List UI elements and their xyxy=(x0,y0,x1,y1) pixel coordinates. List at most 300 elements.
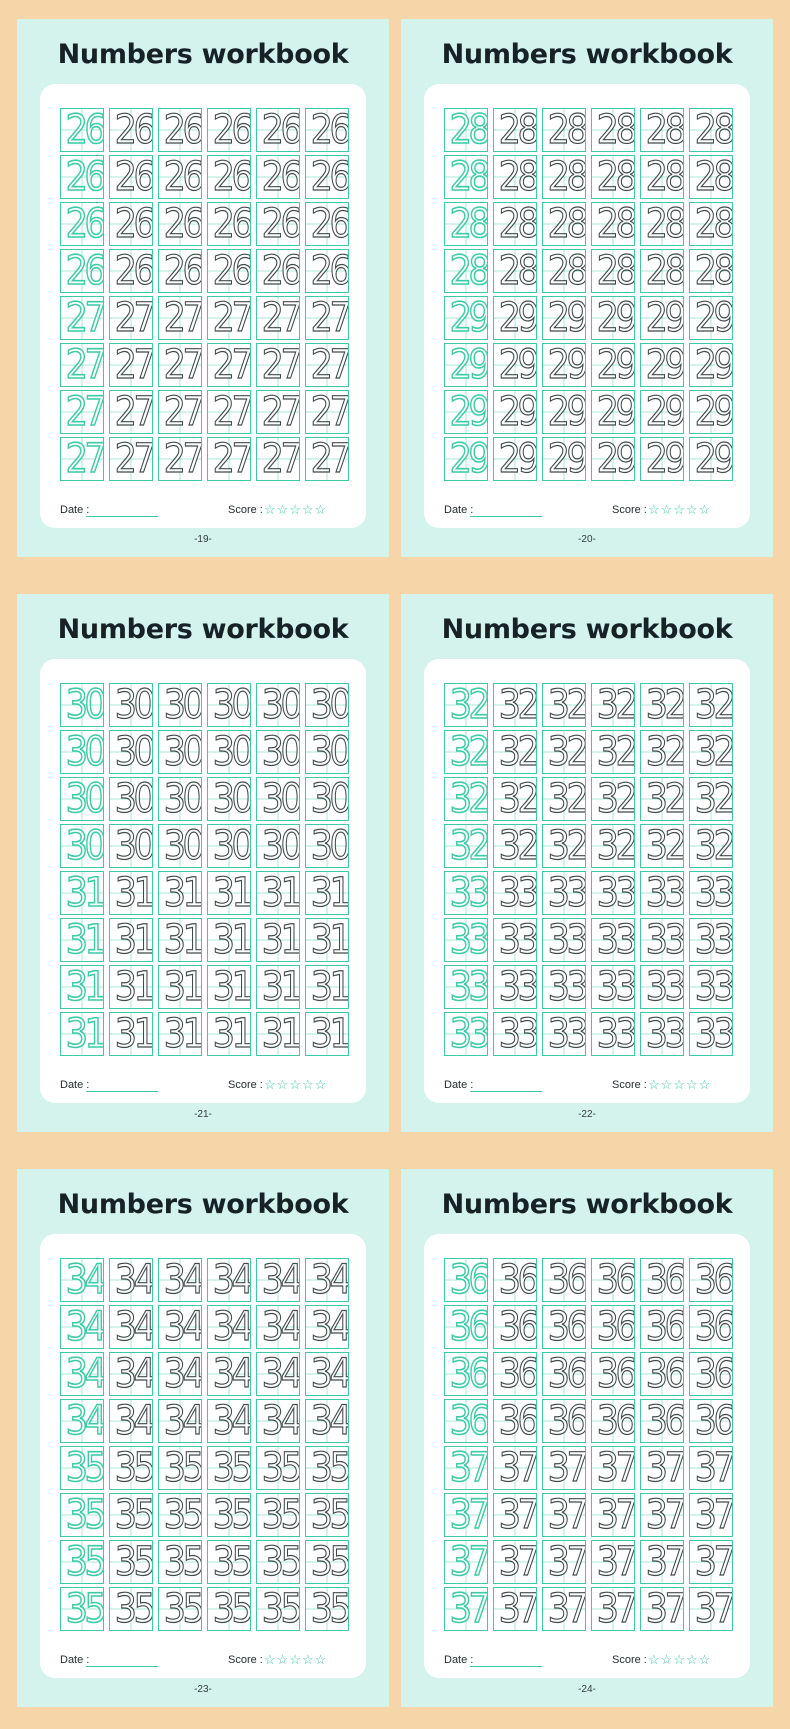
tracing-cell xyxy=(689,390,733,434)
trace-number: 34 xyxy=(212,1258,250,1302)
model-number-cell xyxy=(444,1352,488,1396)
trace-number: 35 xyxy=(163,1540,201,1584)
trace-number: 26 xyxy=(310,108,348,152)
trace-number: 31 xyxy=(114,965,152,1009)
trace-number: 36 xyxy=(645,1399,683,1443)
trace-number: 37 xyxy=(694,1587,732,1631)
tracing-cell xyxy=(109,683,153,727)
tracing-cell xyxy=(591,1352,635,1396)
tracing-cell xyxy=(689,1258,733,1302)
date-input-line xyxy=(86,1666,158,1667)
workbook-page xyxy=(401,594,773,1132)
trace-number: 37 xyxy=(694,1493,732,1537)
tracing-cell xyxy=(109,965,153,1009)
trace-number: 30 xyxy=(310,824,348,868)
trace-number: 34 xyxy=(114,1258,152,1302)
trace-number: 28 xyxy=(498,249,536,293)
trace-number: 33 xyxy=(547,1012,585,1056)
tracing-cell xyxy=(109,108,153,152)
trace-number: 27 xyxy=(261,296,299,340)
score-label: Score : xyxy=(228,1079,263,1091)
tracing-cell xyxy=(256,965,300,1009)
tracing-cell xyxy=(640,1012,684,1056)
workbook-page xyxy=(17,19,389,557)
tracing-cell xyxy=(542,965,586,1009)
tracing-cell xyxy=(109,730,153,774)
model-number: 31 xyxy=(65,1012,103,1056)
trace-number: 33 xyxy=(498,1012,536,1056)
date-input-line xyxy=(86,516,158,517)
trace-number: 32 xyxy=(694,824,732,868)
worksheet-card xyxy=(424,659,750,1103)
trace-number: 28 xyxy=(498,108,536,152)
date-label: Date : xyxy=(60,504,90,516)
trace-number: 30 xyxy=(310,683,348,727)
tracing-cell xyxy=(158,1587,202,1631)
tracing-cell xyxy=(109,1540,153,1584)
tracing-cell xyxy=(542,1587,586,1631)
tracing-cell xyxy=(305,249,349,293)
trace-number: 36 xyxy=(694,1352,732,1396)
trace-number: 28 xyxy=(547,202,585,246)
model-number: 29 xyxy=(449,343,487,387)
trace-number: 27 xyxy=(163,343,201,387)
tracing-cell xyxy=(256,824,300,868)
trace-number: 37 xyxy=(498,1540,536,1584)
tracing-cell xyxy=(542,1540,586,1584)
page-title: Numbers workbook xyxy=(57,1189,349,1220)
model-number: 33 xyxy=(449,918,487,962)
tracing-cell xyxy=(305,918,349,962)
tracing-cell xyxy=(542,249,586,293)
tracing-cell xyxy=(305,1446,349,1490)
score-stars-icon: ☆☆☆☆☆ xyxy=(648,1077,712,1092)
trace-number: 31 xyxy=(163,918,201,962)
worksheet-card xyxy=(40,659,366,1103)
trace-number: 34 xyxy=(163,1305,201,1349)
trace-number: 35 xyxy=(163,1493,201,1537)
model-number-cell xyxy=(60,777,104,821)
tracing-cell xyxy=(542,918,586,962)
tracing-cell xyxy=(158,390,202,434)
trace-number: 32 xyxy=(645,824,683,868)
tracing-cell xyxy=(109,1352,153,1396)
workbook-page xyxy=(17,1169,389,1707)
tracing-cell xyxy=(109,437,153,481)
trace-number: 27 xyxy=(310,437,348,481)
tracing-cell xyxy=(689,1587,733,1631)
tracing-cell xyxy=(542,1446,586,1490)
tracing-cell xyxy=(640,1399,684,1443)
trace-number: 32 xyxy=(547,824,585,868)
model-number: 32 xyxy=(449,824,487,868)
page-number: -21- xyxy=(194,1109,212,1120)
tracing-cell xyxy=(305,777,349,821)
tracing-cell xyxy=(256,777,300,821)
trace-number: 34 xyxy=(114,1305,152,1349)
worksheet-footer xyxy=(444,1079,730,1095)
model-number: 28 xyxy=(449,108,487,152)
model-number-cell xyxy=(60,343,104,387)
tracing-cell xyxy=(256,1540,300,1584)
tracing-cell xyxy=(493,155,537,199)
tracing-grid xyxy=(444,683,733,1056)
trace-number: 32 xyxy=(645,683,683,727)
model-number: 27 xyxy=(65,390,103,434)
worksheet-footer xyxy=(60,1079,346,1095)
trace-number: 32 xyxy=(547,683,585,727)
trace-number: 26 xyxy=(212,108,250,152)
tracing-cell xyxy=(305,390,349,434)
trace-number: 26 xyxy=(114,249,152,293)
trace-number: 26 xyxy=(163,155,201,199)
tracing-cell xyxy=(493,730,537,774)
trace-number: 33 xyxy=(645,918,683,962)
trace-number: 36 xyxy=(694,1399,732,1443)
model-number: 27 xyxy=(65,296,103,340)
model-number: 33 xyxy=(449,965,487,1009)
tracing-cell xyxy=(640,343,684,387)
trace-number: 28 xyxy=(694,202,732,246)
trace-number: 26 xyxy=(212,249,250,293)
tracing-cell xyxy=(493,777,537,821)
model-number: 35 xyxy=(65,1446,103,1490)
trace-number: 34 xyxy=(310,1399,348,1443)
tracing-cell xyxy=(640,249,684,293)
trace-number: 30 xyxy=(261,777,299,821)
trace-number: 34 xyxy=(261,1305,299,1349)
trace-number: 29 xyxy=(645,343,683,387)
trace-number: 34 xyxy=(163,1399,201,1443)
tracing-cell xyxy=(542,730,586,774)
date-input-line xyxy=(470,516,542,517)
tracing-cell xyxy=(689,1446,733,1490)
model-number: 28 xyxy=(449,249,487,293)
tracing-cell xyxy=(256,1587,300,1631)
trace-number: 32 xyxy=(596,777,634,821)
trace-number: 34 xyxy=(310,1305,348,1349)
trace-number: 33 xyxy=(596,871,634,915)
tracing-cell xyxy=(256,1258,300,1302)
trace-number: 33 xyxy=(694,1012,732,1056)
trace-number: 33 xyxy=(694,965,732,1009)
workbook-page xyxy=(401,19,773,557)
model-number-cell xyxy=(60,108,104,152)
tracing-cell xyxy=(109,296,153,340)
model-number-cell xyxy=(60,1446,104,1490)
trace-number: 30 xyxy=(114,683,152,727)
model-number: 36 xyxy=(449,1399,487,1443)
trace-number: 32 xyxy=(694,683,732,727)
tracing-cell xyxy=(591,1305,635,1349)
trace-number: 30 xyxy=(212,730,250,774)
tracing-cell xyxy=(207,1399,251,1443)
trace-number: 32 xyxy=(694,777,732,821)
model-number: 30 xyxy=(65,683,103,727)
tracing-cell xyxy=(256,296,300,340)
tracing-cell xyxy=(158,730,202,774)
trace-number: 26 xyxy=(310,155,348,199)
tracing-cell xyxy=(493,202,537,246)
tracing-cell xyxy=(591,1540,635,1584)
trace-number: 28 xyxy=(694,108,732,152)
model-number: 34 xyxy=(65,1352,103,1396)
model-number-cell xyxy=(444,249,488,293)
trace-number: 31 xyxy=(212,918,250,962)
page-title: Numbers workbook xyxy=(441,1189,733,1220)
trace-number: 37 xyxy=(645,1587,683,1631)
tracing-cell xyxy=(542,437,586,481)
tracing-cell xyxy=(256,730,300,774)
tracing-cell xyxy=(158,155,202,199)
trace-number: 35 xyxy=(261,1493,299,1537)
trace-number: 29 xyxy=(498,296,536,340)
trace-number: 32 xyxy=(694,730,732,774)
trace-number: 27 xyxy=(310,390,348,434)
model-number-cell xyxy=(444,1446,488,1490)
trace-number: 37 xyxy=(498,1587,536,1631)
tracing-cell xyxy=(542,871,586,915)
trace-number: 30 xyxy=(163,683,201,727)
trace-number: 36 xyxy=(694,1305,732,1349)
trace-number: 29 xyxy=(694,390,732,434)
trace-number: 31 xyxy=(310,1012,348,1056)
tracing-cell xyxy=(305,824,349,868)
tracing-cell xyxy=(207,155,251,199)
model-number-cell xyxy=(60,1012,104,1056)
tracing-cell xyxy=(256,1352,300,1396)
trace-number: 28 xyxy=(645,249,683,293)
trace-number: 35 xyxy=(114,1540,152,1584)
trace-number: 27 xyxy=(261,437,299,481)
model-number: 27 xyxy=(65,437,103,481)
trace-number: 34 xyxy=(163,1258,201,1302)
model-number: 27 xyxy=(65,343,103,387)
tracing-cell xyxy=(493,1399,537,1443)
model-number-cell xyxy=(444,824,488,868)
tracing-cell xyxy=(158,1352,202,1396)
tracing-cell xyxy=(256,918,300,962)
trace-number: 32 xyxy=(645,730,683,774)
score-label: Score : xyxy=(228,1654,263,1666)
tracing-cell xyxy=(305,1258,349,1302)
trace-number: 35 xyxy=(310,1446,348,1490)
tracing-cell xyxy=(207,1540,251,1584)
trace-number: 30 xyxy=(114,824,152,868)
tracing-cell xyxy=(109,1493,153,1537)
tracing-cell xyxy=(109,871,153,915)
tracing-cell xyxy=(256,249,300,293)
tracing-cell xyxy=(158,1399,202,1443)
tracing-cell xyxy=(493,1540,537,1584)
trace-number: 27 xyxy=(261,390,299,434)
trace-number: 31 xyxy=(310,871,348,915)
tracing-cell xyxy=(689,1305,733,1349)
trace-number: 34 xyxy=(261,1258,299,1302)
trace-number: 35 xyxy=(310,1587,348,1631)
trace-number: 28 xyxy=(547,249,585,293)
trace-number: 29 xyxy=(596,343,634,387)
page-title: Numbers workbook xyxy=(441,39,733,70)
tracing-cell xyxy=(542,683,586,727)
tracing-cell xyxy=(305,965,349,1009)
model-number: 29 xyxy=(449,390,487,434)
trace-number: 28 xyxy=(694,155,732,199)
trace-number: 26 xyxy=(310,202,348,246)
model-number-cell xyxy=(60,871,104,915)
trace-number: 28 xyxy=(596,202,634,246)
tracing-cell xyxy=(158,965,202,1009)
tracing-cell xyxy=(158,1012,202,1056)
date-label: Date : xyxy=(60,1079,90,1091)
tracing-cell xyxy=(640,1258,684,1302)
score-label: Score : xyxy=(612,504,647,516)
tracing-cell xyxy=(256,1399,300,1443)
trace-number: 27 xyxy=(212,390,250,434)
model-number: 35 xyxy=(65,1587,103,1631)
trace-number: 26 xyxy=(163,202,201,246)
trace-number: 29 xyxy=(596,390,634,434)
tracing-cell xyxy=(256,1493,300,1537)
tracing-cell xyxy=(591,155,635,199)
model-number: 30 xyxy=(65,777,103,821)
trace-number: 36 xyxy=(694,1258,732,1302)
tracing-cell xyxy=(542,1352,586,1396)
score-stars-icon: ☆☆☆☆☆ xyxy=(648,502,712,517)
tracing-cell xyxy=(689,1352,733,1396)
model-number-cell xyxy=(444,108,488,152)
tracing-cell xyxy=(640,1305,684,1349)
tracing-cell xyxy=(640,202,684,246)
trace-number: 27 xyxy=(114,437,152,481)
model-number: 26 xyxy=(65,155,103,199)
trace-number: 37 xyxy=(596,1493,634,1537)
tracing-cell xyxy=(207,1258,251,1302)
tracing-cell xyxy=(493,965,537,1009)
tracing-cell xyxy=(207,108,251,152)
tracing-cell xyxy=(640,824,684,868)
tracing-cell xyxy=(689,249,733,293)
trace-number: 35 xyxy=(163,1446,201,1490)
trace-number: 31 xyxy=(212,871,250,915)
trace-number: 34 xyxy=(212,1305,250,1349)
trace-number: 28 xyxy=(547,155,585,199)
trace-number: 29 xyxy=(694,296,732,340)
tracing-cell xyxy=(158,343,202,387)
tracing-cell xyxy=(640,1493,684,1537)
tracing-cell xyxy=(158,683,202,727)
tracing-cell xyxy=(109,777,153,821)
model-number: 36 xyxy=(449,1258,487,1302)
tracing-cell xyxy=(109,202,153,246)
tracing-cell xyxy=(305,108,349,152)
tracing-cell xyxy=(305,155,349,199)
tracing-cell xyxy=(305,871,349,915)
model-number-cell xyxy=(444,390,488,434)
model-number-cell xyxy=(444,296,488,340)
tracing-cell xyxy=(158,296,202,340)
score-stars-icon: ☆☆☆☆☆ xyxy=(648,1652,712,1667)
trace-number: 29 xyxy=(498,343,536,387)
tracing-cell xyxy=(109,343,153,387)
trace-number: 28 xyxy=(596,249,634,293)
trace-number: 27 xyxy=(163,390,201,434)
trace-number: 30 xyxy=(114,777,152,821)
tracing-cell xyxy=(256,108,300,152)
tracing-cell xyxy=(542,777,586,821)
trace-number: 37 xyxy=(547,1493,585,1537)
date-input-line xyxy=(470,1091,542,1092)
trace-number: 33 xyxy=(498,918,536,962)
trace-number: 36 xyxy=(645,1352,683,1396)
model-number-cell xyxy=(60,1258,104,1302)
trace-number: 33 xyxy=(596,965,634,1009)
worksheet-footer xyxy=(444,504,730,520)
trace-number: 35 xyxy=(310,1540,348,1584)
tracing-cell xyxy=(689,1399,733,1443)
tracing-cell xyxy=(542,108,586,152)
tracing-cell xyxy=(305,1305,349,1349)
tracing-cell xyxy=(207,1352,251,1396)
model-number-cell xyxy=(60,965,104,1009)
trace-number: 37 xyxy=(596,1446,634,1490)
trace-number: 26 xyxy=(163,108,201,152)
tracing-cell xyxy=(493,343,537,387)
trace-number: 35 xyxy=(114,1587,152,1631)
tracing-cell xyxy=(591,918,635,962)
tracing-cell xyxy=(493,1493,537,1537)
trace-number: 29 xyxy=(498,390,536,434)
tracing-cell xyxy=(591,390,635,434)
model-number-cell xyxy=(444,437,488,481)
trace-number: 35 xyxy=(163,1587,201,1631)
trace-number: 34 xyxy=(114,1399,152,1443)
trace-number: 32 xyxy=(596,730,634,774)
date-label: Date : xyxy=(444,1079,474,1091)
tracing-cell xyxy=(158,1305,202,1349)
trace-number: 35 xyxy=(114,1493,152,1537)
model-number-cell xyxy=(60,296,104,340)
model-number-cell xyxy=(60,1305,104,1349)
model-number: 34 xyxy=(65,1258,103,1302)
tracing-cell xyxy=(109,1258,153,1302)
tracing-cell xyxy=(689,437,733,481)
model-number-cell xyxy=(60,437,104,481)
tracing-cell xyxy=(109,390,153,434)
trace-number: 36 xyxy=(498,1258,536,1302)
tracing-cell xyxy=(256,202,300,246)
tracing-cell xyxy=(493,683,537,727)
model-number-cell xyxy=(60,155,104,199)
trace-number: 33 xyxy=(596,918,634,962)
page-title: Numbers workbook xyxy=(57,614,349,645)
trace-number: 32 xyxy=(547,730,585,774)
page-number: -19- xyxy=(194,534,212,545)
model-number: 30 xyxy=(65,824,103,868)
tracing-cell xyxy=(305,343,349,387)
tracing-cell xyxy=(493,1587,537,1631)
tracing-cell xyxy=(689,296,733,340)
tracing-cell xyxy=(305,296,349,340)
model-number-cell xyxy=(60,1352,104,1396)
model-number: 33 xyxy=(449,871,487,915)
trace-number: 27 xyxy=(114,296,152,340)
tracing-cell xyxy=(207,390,251,434)
trace-number: 37 xyxy=(645,1540,683,1584)
tracing-cell xyxy=(305,683,349,727)
score-stars-icon: ☆☆☆☆☆ xyxy=(264,1077,328,1092)
trace-number: 37 xyxy=(645,1446,683,1490)
